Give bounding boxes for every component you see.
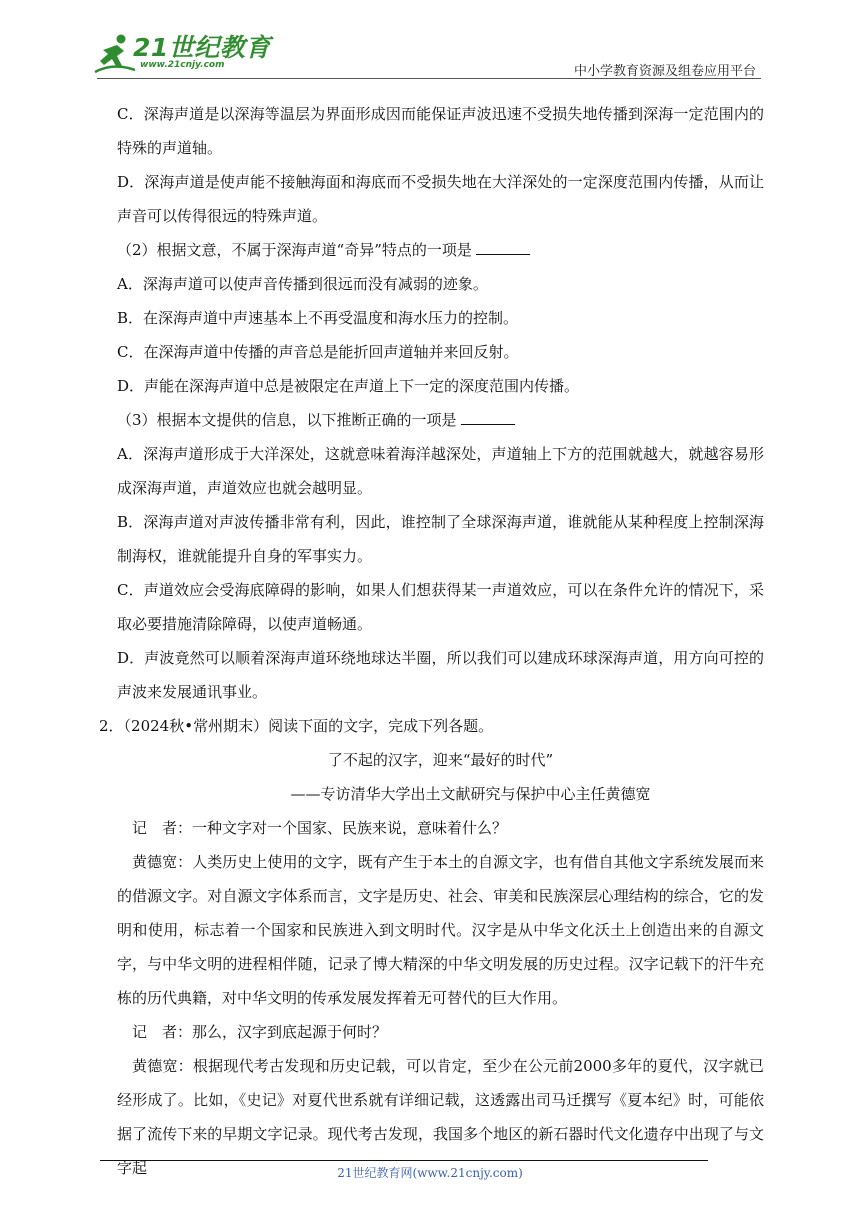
header-divider — [97, 78, 761, 79]
article-subtitle: ——专访清华大学出土文献研究与保护中心主任黄德宽 — [290, 785, 651, 803]
option-b: B．在深海声道中声速基本上不再受温度和海水压力的控制。 — [117, 309, 519, 327]
platform-name: 中小学教育资源及组卷应用平台 — [573, 64, 756, 79]
article-title: 了不起的汉字，迎来“最好的时代” — [327, 751, 554, 769]
stem-text: （2）根据文意，不属于深海声道“奇异”特点的一项是 — [117, 241, 472, 259]
option-a: A．深海声道可以使声音传播到很远而没有减弱的迹象。 — [117, 275, 488, 293]
answer-blank — [461, 410, 515, 425]
question-number: 2． — [99, 717, 124, 735]
document-body — [99, 97, 764, 1185]
option-c: C．在深海声道中传播的声音总是能折回声道轴并来回反射。 — [117, 343, 519, 361]
interview-paragraph: 黄德宽：人类历史上使用的文字，既有产生于本土的自源文字，也有借自其他文字系统发展而来的借源文字。对自源文字体系而言，文字是历史、社会、审美和民族深层心理结构的综合，它的发明和使用，标志着一个国家和民族进入到文明时代。汉字是从中华文化沃土上创造出来的自源文字，与中华文明的进程相伴随，记录了博大精深的中华文明发展的历史过程。汉字记载下的汗牛充栋的历代典籍，对中华文明的传承发展发挥着无可替代的巨大作用。 — [117, 853, 764, 1007]
runner-logo-icon — [93, 32, 137, 76]
stem-text: （3）根据本文提供的信息，以下推断正确的一项是 — [117, 411, 457, 429]
interview-paragraph: 黄德宽：根据现代考古发现和历史记载，可以肯定，至少在公元前2000多年的夏代，汉字就已经形成了。比如，《史记》对夏代世系就有详细记载，这透露出司马迁撰写《夏本纪》时，可能依据了流传下来的早期文字记录。现代考古发现，我国多个地区的新石器时代文化遗存中出现了与文字起 — [117, 1057, 764, 1177]
question-stem — [117, 403, 764, 437]
option-d: D．深海声道是使声能不接触海面和海底而不受损失地在大洋深处的一定深度范围内传播，从而让声音可以传得很远的特殊声道。 — [117, 173, 764, 225]
option-c: C．声道效应会受海底障碍的影响，如果人们想获得某一声道效应，可以在条件允许的情况下，采取必要措施清除障碍，以使声道畅通。 — [117, 581, 764, 633]
option-a: A．深海声道形成于大洋深处，这就意味着海洋越深处，声道轴上下方的范围就越大，就越容易形成深海声道，声道效应也就会越明显。 — [117, 445, 764, 497]
footer-divider — [100, 1160, 708, 1161]
interview-paragraph: 记 者：一种文字对一个国家、民族来说，意味着什么？ — [132, 819, 508, 837]
question-stem — [117, 233, 764, 267]
page-header — [0, 0, 860, 82]
logo-name: 21世纪教育 — [133, 33, 271, 62]
logo-url: www.21cnjy.com — [140, 60, 225, 70]
option-b: B．深海声道对声波传播非常有利，因此，谁控制了全球深海声道，谁就能从某种程度上控制深海制海权，谁就能提升自身的军事实力。 — [117, 513, 764, 565]
option-d: D．声能在深海声道中总是被限定在声道上下一定的深度范围内传播。 — [117, 377, 580, 395]
answer-blank — [476, 240, 530, 255]
question-2-stem — [99, 709, 764, 743]
page-footer: 21世纪教育网(www.21cnjy.com) — [337, 1166, 523, 1180]
option-c: C．深海声道是以深海等温层为界面形成因而能保证声波迅速不受损失地传播到深海一定范围内的特殊的声道轴。 — [117, 105, 764, 157]
question-text: （2024秋•常州期末）阅读下面的文字，完成下列各题。 — [123, 717, 494, 735]
option-d: D．声波竟然可以顺着深海声道环绕地球达半圈，所以我们可以建成环球深海声道，用方向可控的声波来发展通讯事业。 — [117, 649, 764, 701]
logo — [93, 30, 271, 78]
interview-paragraph: 记 者：那么，汉字到底起源于何时？ — [132, 1023, 388, 1041]
